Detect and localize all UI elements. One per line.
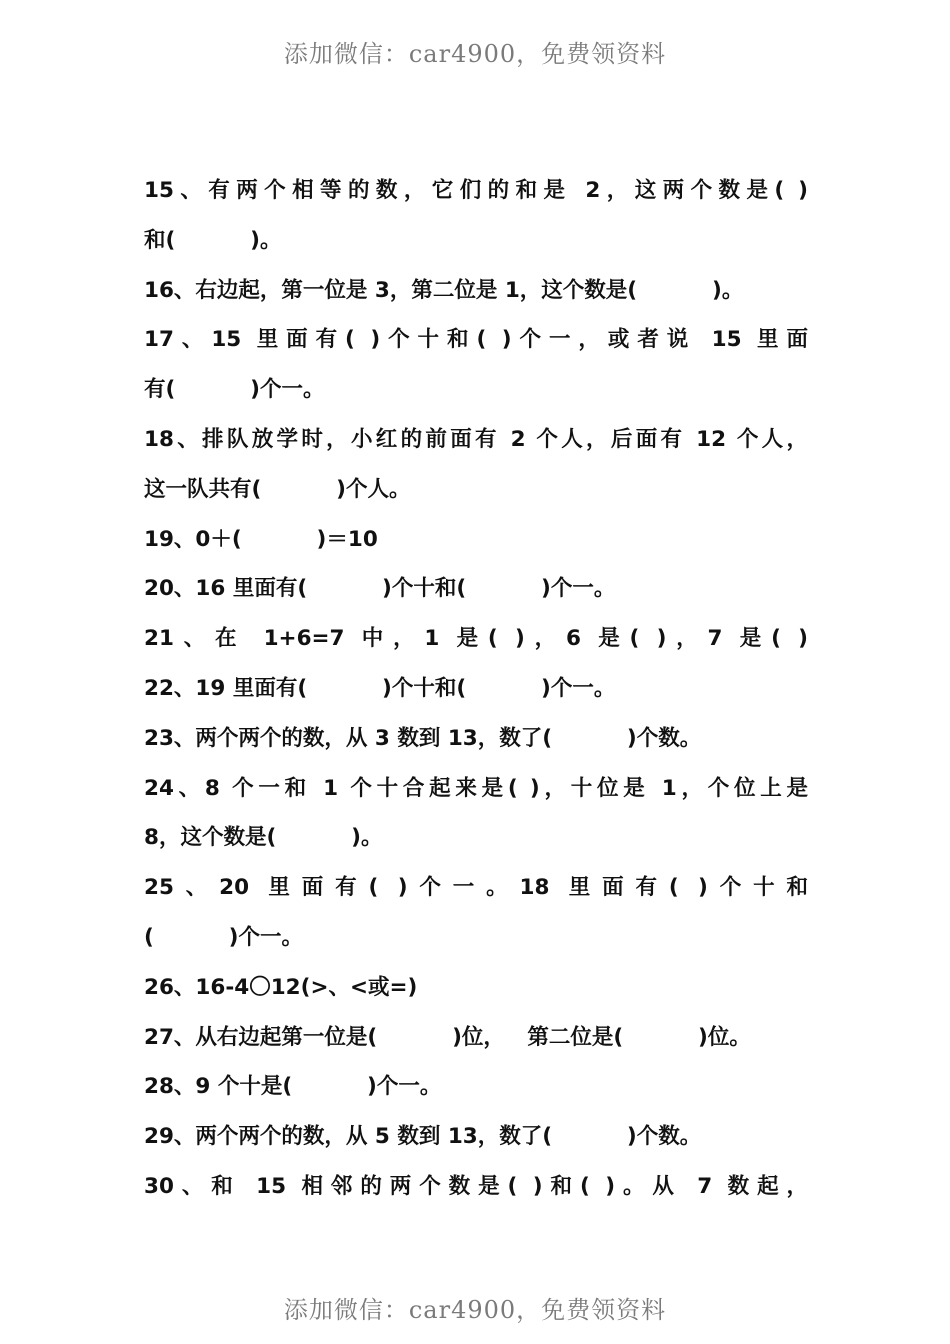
question-23: 23、两个两个的数，从 3 数到 13，数了( )个数。 <box>144 725 702 751</box>
question-list <box>144 166 808 1212</box>
question-17-line-1: 17、15 里面有( )个十和( )个一，或者说 15 里面 <box>144 327 808 353</box>
question-30-line-1: 30、和 15 相邻的两个数是( )和( )。从 7 数起， <box>144 1173 808 1199</box>
question-29: 29、两个两个的数，从 5 数到 13，数了( )个数。 <box>144 1124 702 1150</box>
question-15-line-2: 和( )。 <box>144 227 282 253</box>
question-26: 26、16-4〇12(>、<或=) <box>144 974 418 1000</box>
question-22: 22、19 里面有( )个十和( )个一。 <box>144 675 616 701</box>
question-24-line-2: 8，这个数是( )。 <box>144 825 383 851</box>
watermark-top: 添加微信：car4900，免费领资料 <box>283 40 667 68</box>
question-15-line-1: 15、有两个相等的数，它们的和是 2，这两个数是( ) <box>144 178 808 203</box>
watermark-bottom: 添加微信：car4900，免费领资料 <box>283 1296 667 1324</box>
question-19: 19、0＋( )＝10 <box>144 526 378 552</box>
question-18-line-2: 这一队共有( )个人。 <box>144 476 411 502</box>
question-24-line-1: 24、8 个一和 1 个十合起来是( )，十位是 1，个位上是 <box>144 775 808 801</box>
question-20: 20、16 里面有( )个十和( )个一。 <box>144 576 616 602</box>
question-25-line-1: 25、20 里面有( )个一。18 里面有( )个十和 <box>144 875 808 901</box>
question-17-line-2: 有( )个一。 <box>144 377 325 403</box>
question-25-line-2: ( )个一。 <box>144 924 304 950</box>
question-18-line-1: 18、排队放学时，小红的前面有 2 个人，后面有 12 个人， <box>144 426 808 452</box>
question-16: 16、右边起，第一位是 3，第二位是 1，这个数是( )。 <box>144 277 744 303</box>
question-27: 27、从右边起第一位是( )位， 第二位是( )位。 <box>144 1024 751 1050</box>
question-28: 28、9 个十是( )个一。 <box>144 1074 442 1100</box>
question-21: 21、在 1+6=7 中，1 是( )，6 是( )，7 是( ) <box>144 626 808 652</box>
